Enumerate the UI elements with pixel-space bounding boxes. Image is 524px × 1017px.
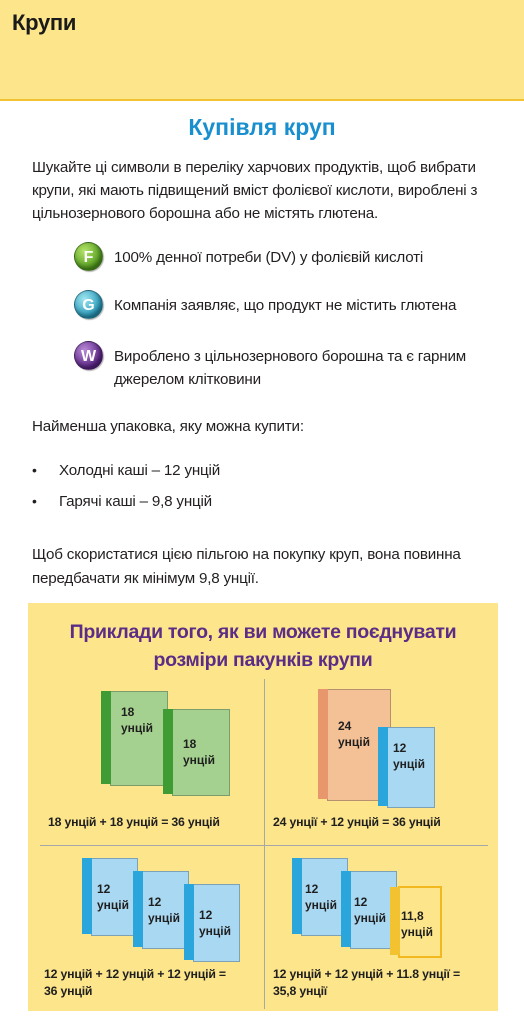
- page-title: Крупи: [12, 10, 77, 35]
- box-unit: унцій: [401, 925, 434, 939]
- bullet-icon: •: [32, 462, 37, 478]
- divider: [264, 679, 265, 1009]
- combo-equation-line: 35,8 унції: [273, 984, 328, 998]
- box-unit: унцій: [338, 735, 371, 749]
- gluten-free-badge-icon: G: [74, 290, 103, 319]
- cereal-box-icon: [193, 884, 240, 962]
- page-header: [0, 0, 524, 101]
- box-size: 12: [97, 882, 111, 896]
- box-size: 12: [305, 882, 319, 896]
- box-unit: унцій: [121, 721, 154, 735]
- list-item-text: Гарячі каші – 9,8 унцій: [59, 493, 212, 510]
- list-item-text: Холодні каші – 12 унцій: [59, 462, 220, 479]
- symbol-description: 100% денної потреби (DV) у фолієвій кислоті: [114, 249, 424, 266]
- bullet-icon: •: [32, 493, 37, 509]
- box-unit: унцій: [97, 898, 130, 912]
- panel-title: [28, 618, 498, 674]
- box-size: 18: [183, 737, 197, 751]
- examples-panel: [28, 603, 498, 1011]
- box-size: 12: [148, 895, 162, 909]
- cereal-box-icon: [142, 871, 189, 949]
- box-unit: унцій: [393, 757, 426, 771]
- combo-equation: 24 унції + 12 унцій = 36 унцій: [273, 815, 441, 829]
- cereal-box-icon: [110, 691, 168, 786]
- box-size: 12: [393, 741, 407, 755]
- whole-grain-badge-icon: W: [74, 341, 103, 370]
- intro-paragraph: Шукайте ці символи в переліку харчових продуктів, щоб вибрати крупи, які мають підвищений вміст фолієвої кислоти, вироблені з цільнозернового борошна або не містять глютена.: [32, 159, 478, 222]
- divider: [40, 845, 488, 846]
- section-title: Купівля круп: [188, 114, 336, 140]
- symbol-gluten-free: [74, 290, 494, 338]
- combo-equation: 18 унцій + 18 унцій = 36 унцій: [48, 815, 220, 829]
- box-unit: унцій: [199, 924, 232, 938]
- combo-equation-line: 36 унцій: [44, 984, 93, 998]
- panel-title-line: Приклади того, як ви можете поєднувати: [69, 621, 457, 643]
- folic-acid-badge-icon: F: [74, 242, 103, 271]
- cereal-box-icon: [398, 886, 442, 958]
- box-unit: унцій: [183, 753, 216, 767]
- box-size: 12: [354, 895, 368, 909]
- combo-equation: [44, 966, 226, 1000]
- smallest-package-label: Найменша упаковка, яку можна купити:: [32, 418, 304, 435]
- cereal-box-icon: [91, 858, 138, 936]
- box-unit: унцій: [354, 911, 387, 925]
- symbol-description: Вироблено з цільнозернового борошна та є гарним джерелом клітковини: [114, 348, 467, 388]
- box-size: 18: [121, 705, 135, 719]
- combo-equation: [273, 966, 460, 1000]
- panel-title-line: розміри пакунків крупи: [153, 649, 373, 671]
- combo-equation-line: 12 унцій + 12 унцій + 12 унцій =: [44, 967, 226, 981]
- symbol-whole-grain: [74, 341, 494, 389]
- symbol-folic: [74, 242, 494, 290]
- box-unit: унцій: [148, 911, 181, 925]
- box-size: 11,8: [401, 909, 424, 923]
- cereal-box-icon: [387, 727, 435, 808]
- box-size: 12: [199, 908, 213, 922]
- combo-equation-line: 12 унцій + 12 унцій + 11.8 унції =: [273, 967, 460, 981]
- box-size: 24: [338, 719, 352, 733]
- minimum-note: Щоб скористатися цією пільгою на покупку круп, вона повинна передбачати як мінімум 9,8 унції.: [32, 546, 461, 587]
- box-unit: унцій: [305, 898, 338, 912]
- cereal-box-icon: [172, 709, 230, 796]
- symbol-description: Компанія заявляє, що продукт не містить глютена: [114, 297, 457, 314]
